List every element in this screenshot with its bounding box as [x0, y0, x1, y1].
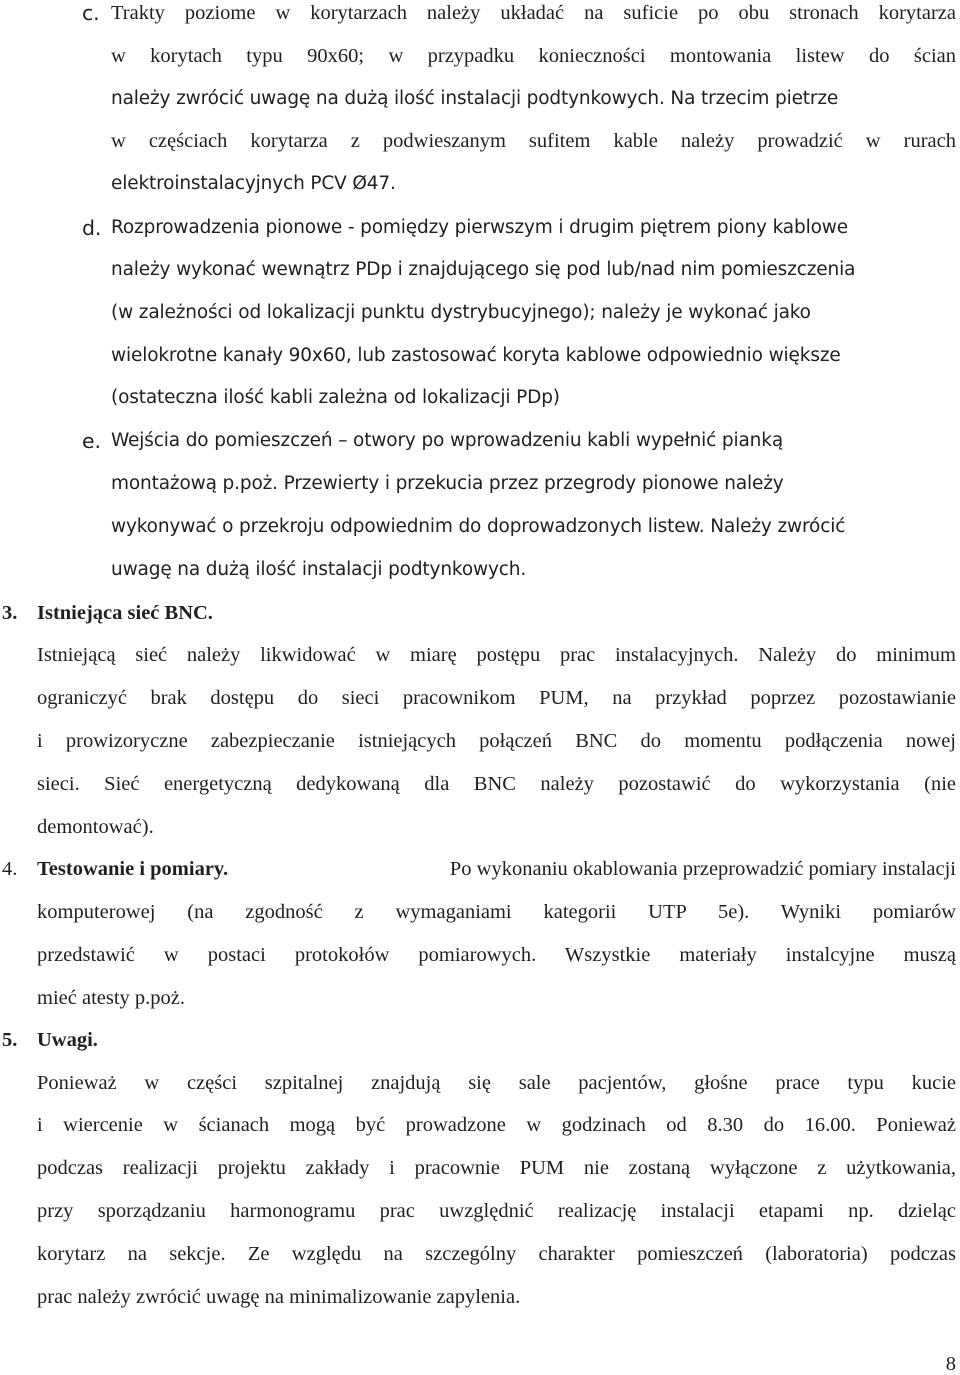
- page-number: 8: [945, 1353, 956, 1375]
- section-3-line: ograniczyć brak dostępu do sieci pracownikom PUM, na przykład poprzez pozostawianie: [37, 687, 956, 709]
- section-4-line: mieć atesty p.poż.: [37, 987, 186, 1009]
- section-4-line: przedstawić w postaci protokołów pomiarowych. Wszystkie materiały instalcyjne muszą: [37, 944, 956, 966]
- section-5-line: prac należy zwrócić uwagę na minimalizowanie zapylenia.: [37, 1286, 521, 1308]
- item-d-line: Rozprowadzenia pionowe - pomiędzy pierwszym i drugim piętrem piony kablowe: [111, 217, 848, 238]
- item-e-line: wykonywać o przekroju odpowiednim do doprowadzonych listew. Należy zwrócić: [111, 516, 846, 537]
- section-4-first-line-text: Po wykonaniu okablowania przeprowadzić pomiary instalacji: [449, 858, 956, 880]
- section-heading: Istniejąca sieć BNC.: [37, 602, 213, 624]
- list-marker: c.: [82, 1, 100, 25]
- section-5-line: podczas realizacji projektu zakłady i pracownie PUM nie zostaną wyłączone z użytkowania,: [37, 1157, 956, 1179]
- section-5-line: przy sporządzaniu harmonogramu prac uwzględnić realizację instalacji etapami np. dzieląc: [37, 1200, 956, 1222]
- item-d-line: wielokrotne kanały 90x60, lub zastosować koryta kablowe odpowiednio większe: [111, 345, 841, 366]
- list-marker: d.: [82, 216, 102, 240]
- item-e-line: uwagę na dużą ilość instalacji podtynkowych.: [111, 559, 527, 580]
- section-number: 5.: [2, 1029, 18, 1051]
- item-d-line: należy wykonać wewnątrz PDp i znajdującego się pod lub/nad nim pomieszczenia: [111, 259, 856, 280]
- section-number: 3.: [2, 602, 18, 624]
- section-4-first-line: [37, 857, 956, 881]
- item-c-line: w częściach korytarza z podwieszanym sufitem kable należy prowadzić w rurach: [111, 130, 956, 152]
- section-3-line: Istniejącą sieć należy likwidować w miarę postępu prac instalacyjnych. Należy do minimum: [37, 644, 956, 666]
- section-4-line: komputerowej (na zgodność z wymaganiami kategorii UTP 5e). Wyniki pomiarów: [37, 901, 956, 923]
- item-c-line: elektroinstalacyjnych PCV Ø47.: [111, 173, 396, 194]
- section-5-line: korytarz na sekcje. Ze względu na szczególny charakter pomieszczeń (laboratoria) podczas: [37, 1243, 956, 1265]
- item-e-line: montażową p.poż. Przewierty i przekucia przez przegrody pionowe należy: [111, 473, 784, 494]
- item-d-line: (ostateczna ilość kabli zależna od lokalizacji PDp): [111, 387, 560, 408]
- section-heading: Testowanie i pomiary.: [37, 858, 229, 880]
- item-e-line: Wejścia do pomieszczeń – otwory po wprowadzeniu kabli wypełnić pianką: [111, 430, 784, 451]
- list-marker: e.: [82, 429, 101, 453]
- section-5-line: i wiercenie w ścianach mogą być prowadzone w godzinach od 8.30 do 16.00. Ponieważ: [37, 1114, 956, 1136]
- section-heading: Uwagi.: [37, 1029, 98, 1051]
- section-3-line: i prowizoryczne zabezpieczanie istniejących połączeń BNC do momentu podłączenia nowej: [37, 730, 956, 752]
- item-c-line: należy zwrócić uwagę na dużą ilość instalacji podtynkowych. Na trzecim pietrze: [111, 88, 839, 109]
- section-number: 4.: [2, 858, 18, 880]
- item-d-line: (w zależności od lokalizacji punktu dystrybucyjnego); należy je wykonać jako: [111, 302, 811, 323]
- item-c-line: w korytach typu 90x60; w przypadku konieczności montowania listew do ścian: [111, 45, 956, 67]
- section-3-line: sieci. Sieć energetyczną dedykowaną dla BNC należy pozostawić do wykorzystania (nie: [37, 773, 956, 795]
- section-5-line: Ponieważ w części szpitalnej znajdują się sale pacjentów, głośne prace typu kucie: [37, 1072, 956, 1094]
- item-c-line: Trakty poziome w korytarzach należy układać na suficie po obu stronach korytarza: [111, 2, 956, 24]
- section-3-line: demontować).: [37, 816, 154, 838]
